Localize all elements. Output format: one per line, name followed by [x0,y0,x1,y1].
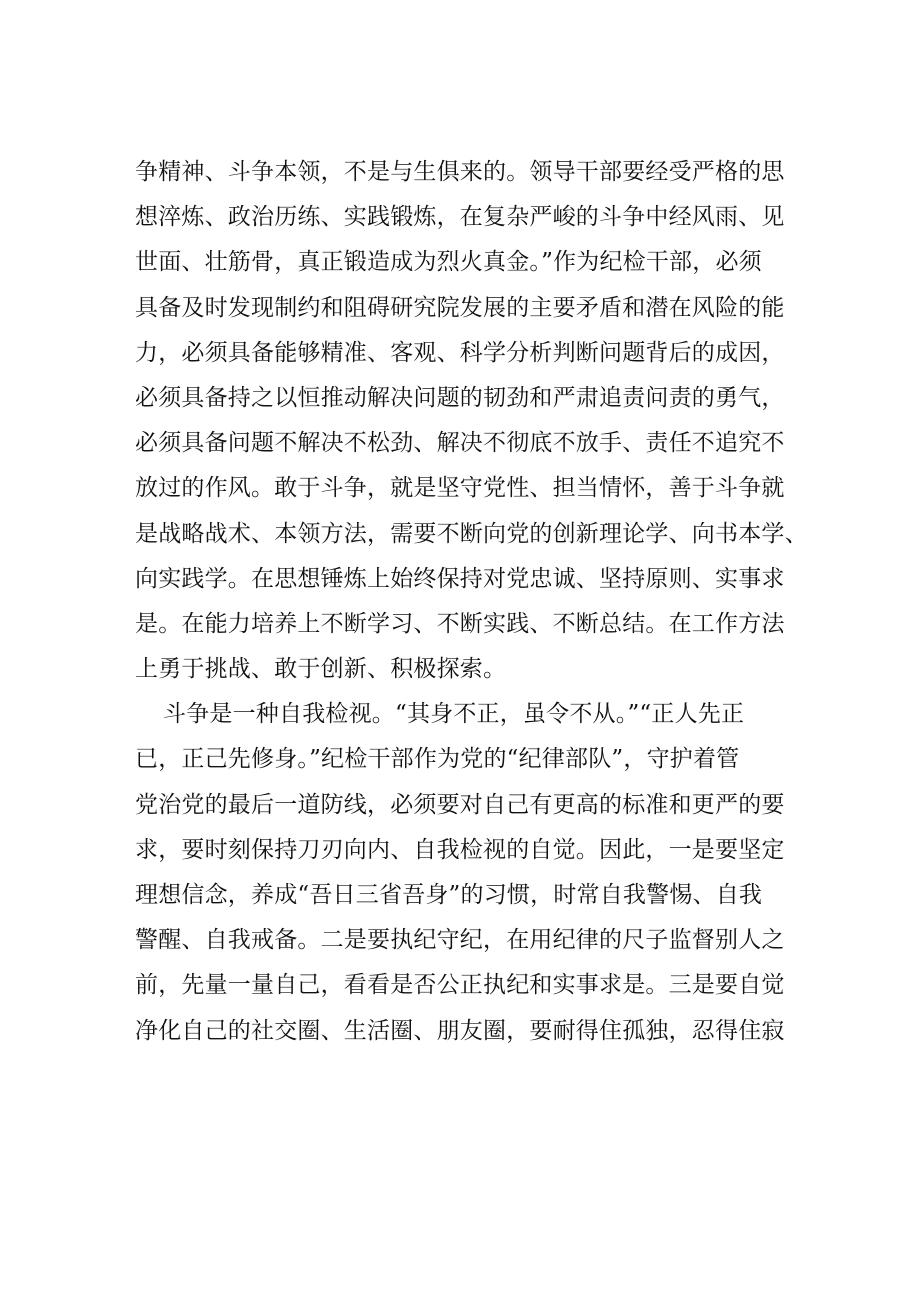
text-line: 向实践学。在思想锤炼上始终保持对党忠诚、坚持原则、实事求 [135,565,785,592]
text-line: 力，必须具备能够精准、客观、科学分析判断问题背后的成因， [135,339,785,366]
text-line: 净化自己的社交圈、生活圈、朋友圈，要耐得住孤独，忍得住寂 [135,1017,785,1044]
text-line: 是战略战术、本领方法，需要不断向党的创新理论学、向书本学、 [135,520,808,547]
text-line: 警醒、自我戒备。二是要执纪守纪，在用纪律的尺子监督别人之 [135,927,785,954]
paragraph-start-line: 斗争是一种自我检视。“其身不正，虽令不从。”“正人先正 [163,701,745,728]
text-line: 前，先量一量自己，看看是否公正执纪和实事求是。三是要自觉 [135,972,785,999]
text-line: 必须具备持之以恒推动解决问题的韧劲和严肃追责问责的勇气， [135,384,785,411]
text-line: 必须具备问题不解决不松劲、解决不彻底不放手、责任不追究不 [135,430,785,457]
text-line: 具备及时发现制约和阻碍研究院发展的主要矛盾和潜在风险的能 [135,294,785,321]
text-line: 放过的作风。敢于斗争，就是坚守党性、担当情怀，善于斗争就 [135,475,785,502]
text-line: 想淬炼、政治历练、实践锻炼，在复杂严峻的斗争中经风雨、见 [135,204,785,231]
text-line: 党治党的最后一道防线，必须要对自己有更高的标准和更严的要 [135,791,785,818]
text-line: 已，正己先修身。”纪检干部作为党的“纪律部队”，守护着管 [135,746,740,773]
text-line: 争精神、斗争本领，不是与生俱来的。领导干部要经受严格的思 [135,159,785,185]
text-line: 世面、壮筋骨，真正锻造成为烈火真金。”作为纪检干部，必须 [135,249,762,276]
text-line: 上勇于挑战、敢于创新、积极探索。 [135,656,507,683]
text-line: 理想信念，养成“吾日三省吾身”的习惯，时常自我警惕、自我 [135,882,763,908]
text-line: 求，要时刻保持刀刃向内、自我检视的自觉。因此，一是要坚定 [135,836,785,863]
text-line: 是。在能力培养上不断学习、不断实践、不断总结。在工作方法 [135,610,785,637]
body-text [135,150,808,1054]
